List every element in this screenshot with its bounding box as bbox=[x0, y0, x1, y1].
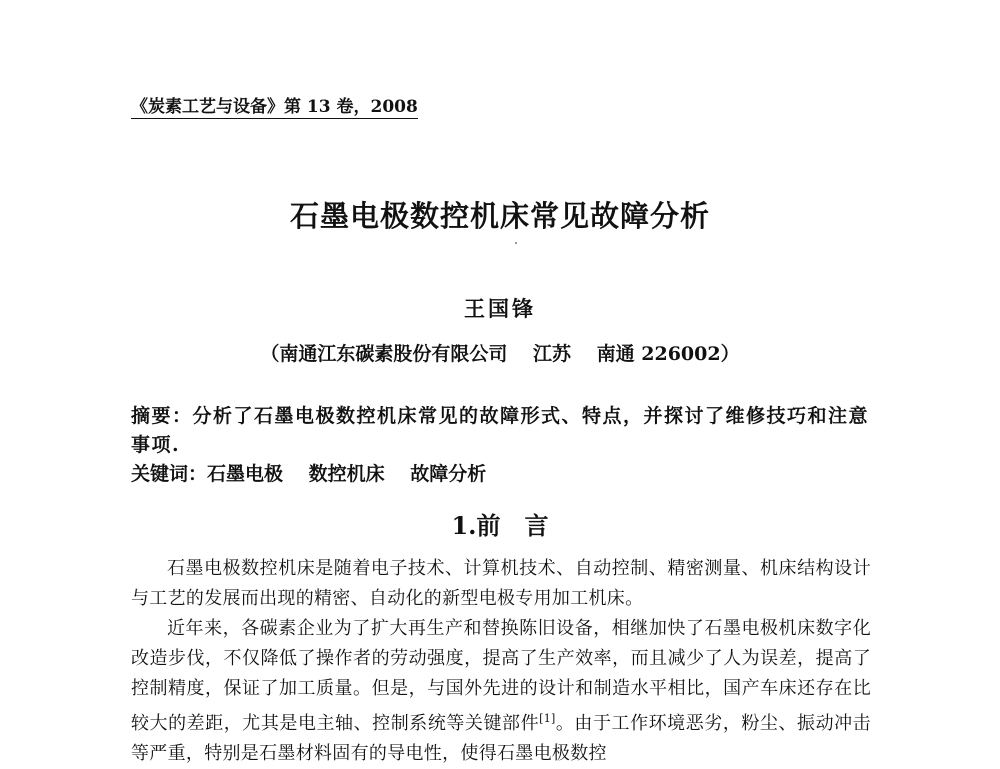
abstract-label: 摘要： bbox=[131, 405, 193, 427]
stray-mark bbox=[515, 242, 517, 244]
journal-header: 《炭素工艺与设备》第 13 卷，2008 bbox=[131, 92, 418, 119]
keywords bbox=[131, 460, 871, 489]
paper-title: 石墨电极数控机床常见故障分析 bbox=[289, 199, 710, 233]
keywords-text: 石墨电极 数控机床 故障分析 bbox=[207, 463, 487, 485]
paragraph-text-continued: 。由于工作环境恶劣，粉尘、振动冲击等严重，特别是石墨材料固有的导电性，使得石墨电极数控 bbox=[131, 713, 871, 764]
affiliation: （南通江东碳素股份有限公司 江苏 南通 226002） bbox=[260, 343, 740, 365]
paragraph: 石墨电极数控机床是随着电子技术、计算机技术、自动控制、精密测量、机床结构设计与工艺的发展而出现的精密、自动化的新型电极专用加工机床。 bbox=[131, 558, 871, 609]
section-heading: 1.前 言 bbox=[451, 511, 549, 540]
abstract bbox=[131, 402, 871, 460]
paragraph bbox=[131, 614, 871, 769]
abstract-text: 分析了石墨电极数控机床常见的故障形式、特点，并探讨了维修技巧和注意事项. bbox=[131, 405, 870, 456]
keywords-label: 关键词： bbox=[131, 463, 208, 485]
body-text bbox=[131, 554, 871, 769]
citation: [1] bbox=[539, 712, 556, 725]
paragraph-text: 近年来，各碳素企业为了扩大再生产和替换陈旧设备，相继加快了石墨电极机床数字化改造步伐，不仅降低了操作者的劳动强度，提高了生产效率，而且减少了人为误差，提高了控制精度，保证了加工质量。但是，与国外先进的设计和制造水平相比，国产车床还存在比较大的差距，尤其是电主轴、控制系统等关键部件 bbox=[131, 618, 871, 734]
author: 王国锋 bbox=[464, 296, 536, 321]
